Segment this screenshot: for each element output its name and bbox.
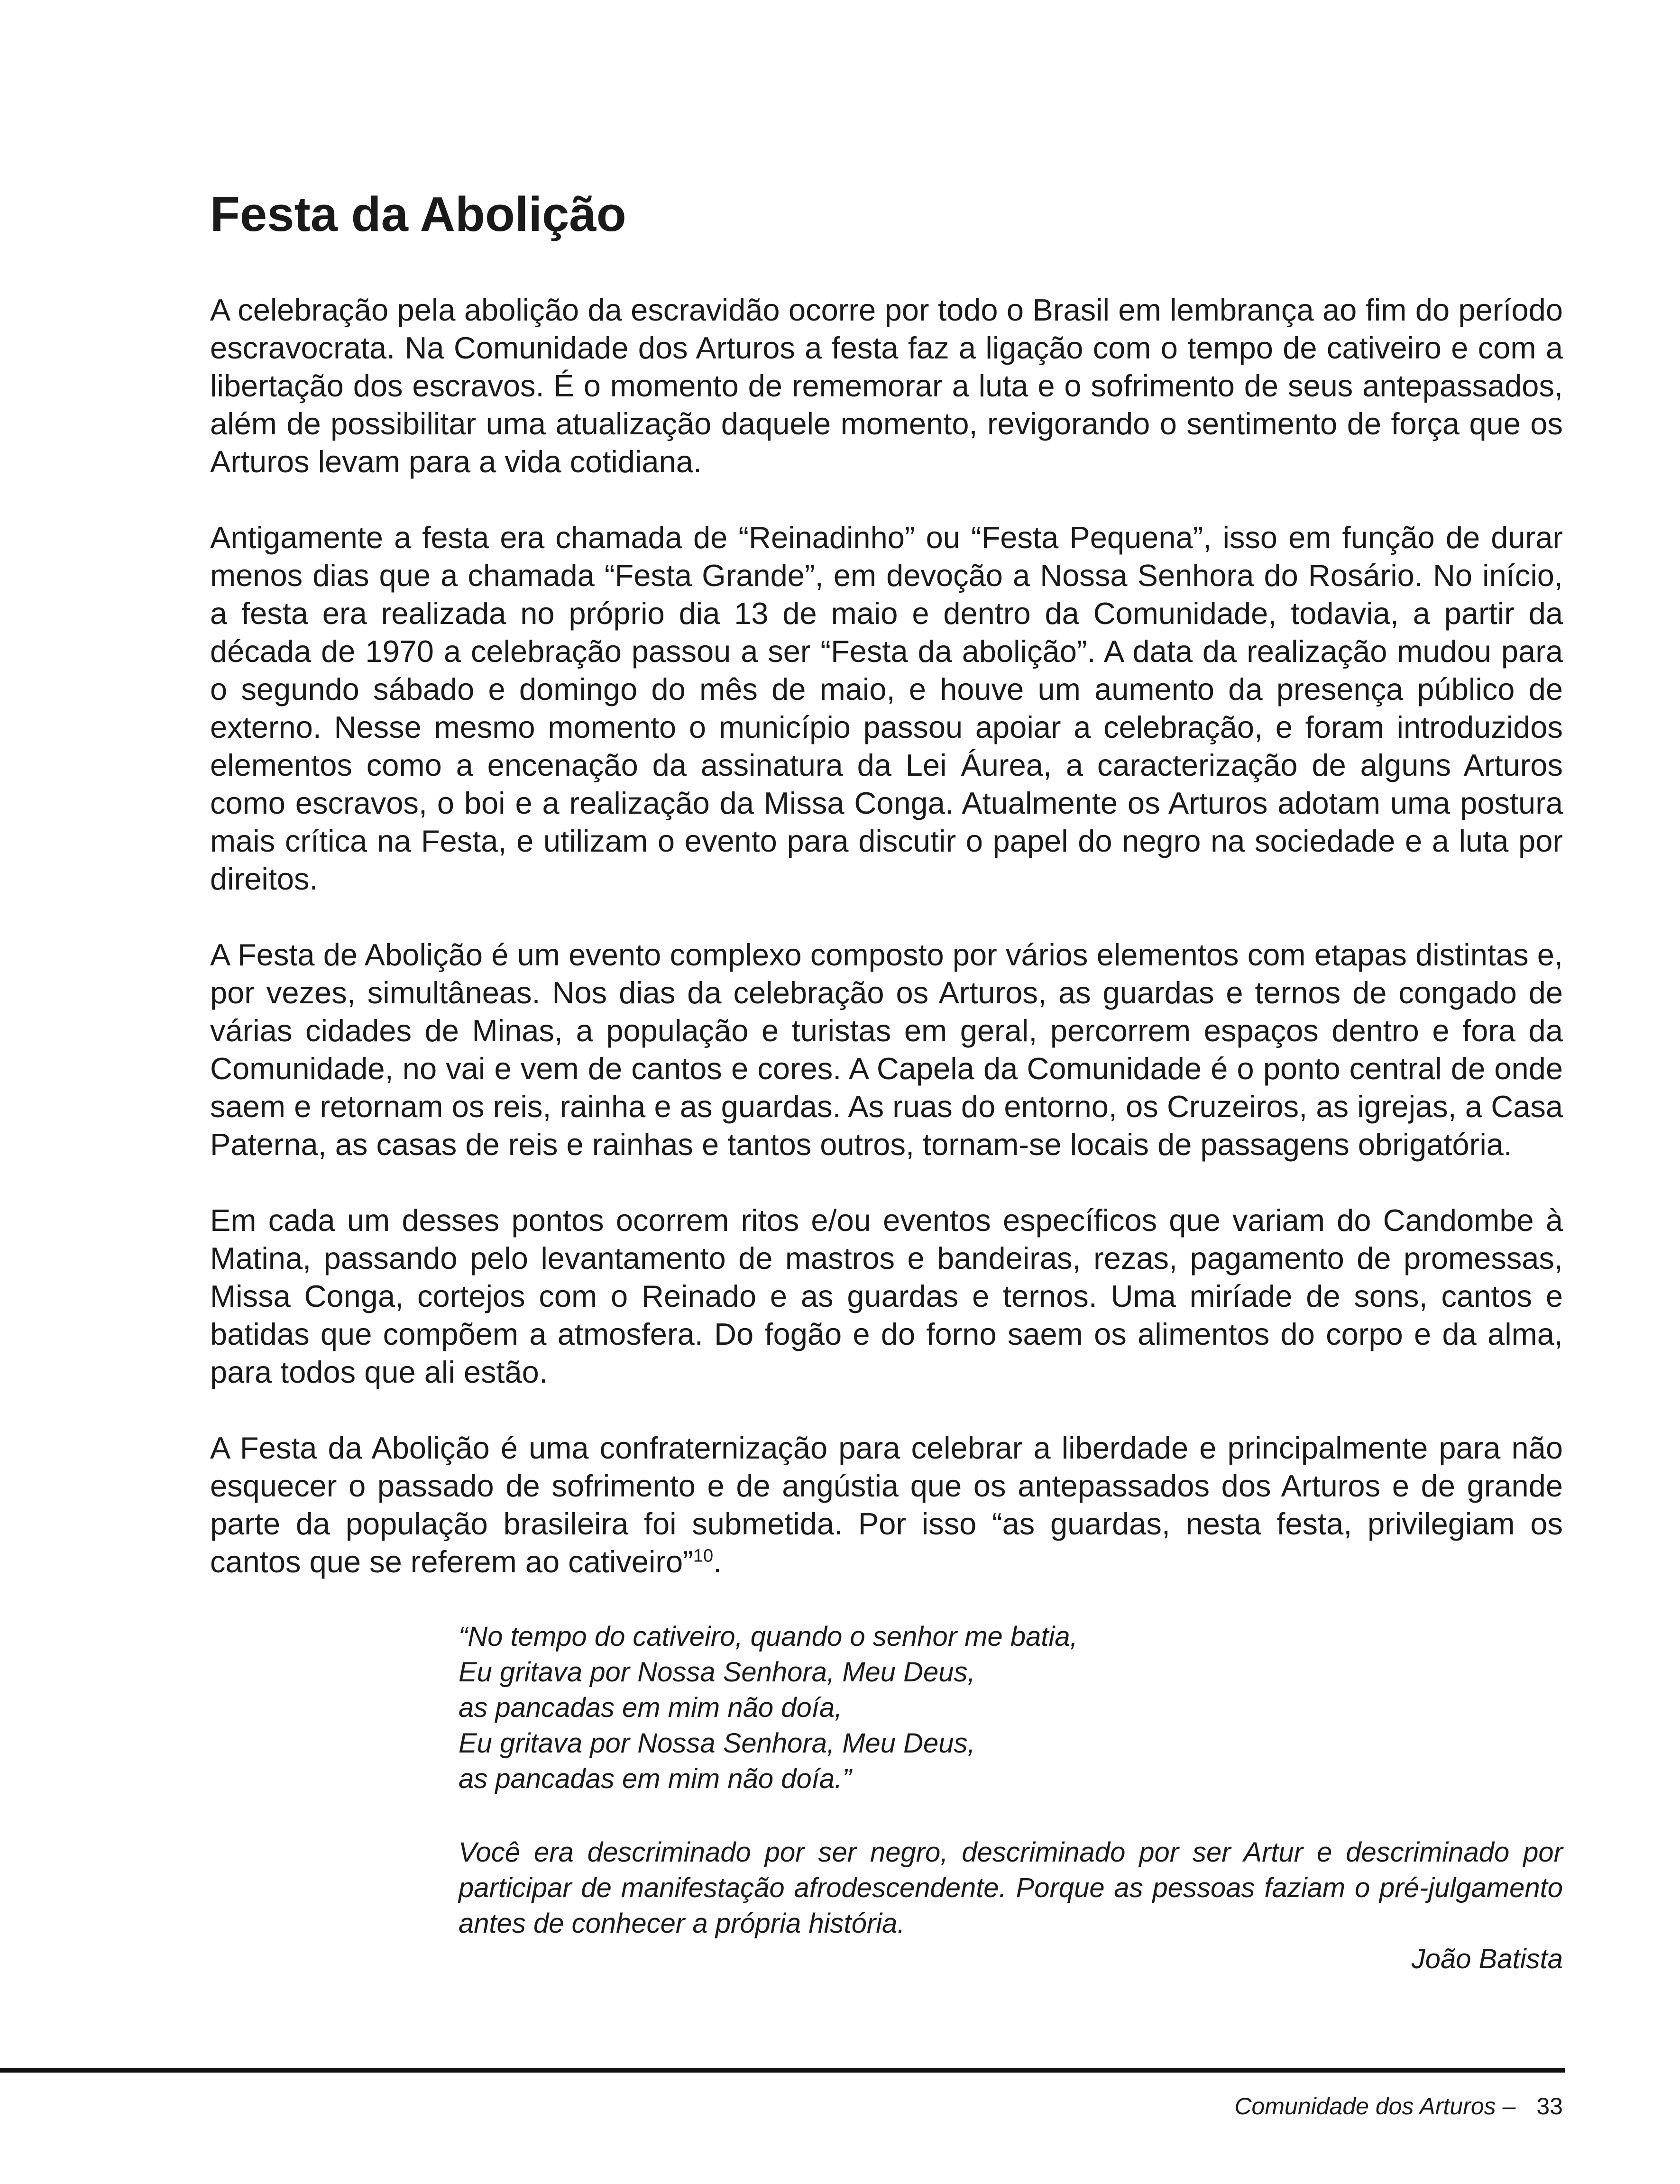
paragraph: Em cada um desses pontos ocorrem ritos e/ou eventos específicos que variam do Candombe à Matina, passando pelo levantamento de mastros e bandeiras, rezas, pagamento de promessas, Missa Conga, cortejos com o Reinado e as guardas e ternos. Uma miríade de sons, cantos e batidas que compõem a atmosfera. Do fogão e do forno saem os alimentos do corpo e da alma, para todos que ali estão.	[210, 1203, 1563, 1389]
paragraph: Antigamente a festa era chamada de “Reinadinho” ou “Festa Pequena”, isso em função de durar menos dias que a chamada “Festa Grande”, em devoção a Nossa Senhora do Rosário. No início, a festa era realizada no próprio dia 13 de maio e dentro da Comunidade, todavia, a partir da década de 1970 a celebração passou a ser “Festa da abolição”. A data da realização mudou para o segundo sábado e domingo do mês de maio, e houve um aumento da presença público de externo. Nesse mesmo momento o município passou apoiar a celebração, e foram introduzidos elementos como a encenação da assinatura da Lei Áurea, a caracterização de alguns Arturos como escravos, o boi e a realização da Missa Conga. Atualmente os Arturos adotam uma postura mais crítica na Festa, e utilizam o evento para discutir o papel do negro na sociedade e a luta por direitos.	[210, 520, 1563, 896]
main-content	[210, 184, 1563, 1977]
page-number: 33	[1536, 2093, 1563, 2120]
paragraph: A Festa de Abolição é um evento complexo composto por vários elementos com etapas distintas e, por vezes, simultâneas. Nos dias da celebração os Arturos, as guardas e ternos de congado de várias cidades de Minas, a população e turistas em geral, percorrem espaços dentro e fora da Comunidade, no vai e vem de cantos e cores. A Capela da Comunidade é o ponto central de onde saem e retornam os reis, rainha e as guardas. As ruas do entorno, os Cruzeiros, as igrejas, a Casa Paterna, as casas de reis e rainhas e tantos outros, tornam-se locais de passagens obrigatória.	[210, 937, 1563, 1162]
paragraph-end: .	[713, 1544, 722, 1579]
running-title: Comunidade dos Arturos –	[1234, 2093, 1516, 2120]
paragraph-with-footnote	[210, 1429, 1563, 1581]
quote-block	[459, 1619, 1563, 1977]
footer-rule	[0, 2068, 1565, 2073]
paragraph: A celebração pela abolição da escravidão ocorre por todo o Brasil em lembrança ao fim do período escravocrata. Na Comunidade dos Arturos a festa faz a ligação com o tempo de cativeiro e com a libertação dos escravos. É o momento de rememorar a luta e o sofrimento de seus antepassados, além de possibilitar uma atualização daquele momento, revigorando o sentimento de força que os Arturos levam para a vida cotidiana.	[210, 293, 1563, 479]
verse-line: as pancadas em mim não doía,	[459, 1692, 843, 1723]
song-verse	[459, 1619, 1563, 1797]
verse-line: Eu gritava por Nossa Senhora, Meu Deus,	[459, 1728, 975, 1759]
page-footer	[1234, 2091, 1563, 2121]
verse-line: Eu gritava por Nossa Senhora, Meu Deus,	[459, 1657, 975, 1688]
verse-line: “No tempo do cativeiro, quando o senhor me batia,	[459, 1621, 1078, 1652]
testimony-author: João Batista	[1411, 1944, 1563, 1974]
verse-line: as pancadas em mim não doía.”	[459, 1763, 852, 1794]
section-title: Festa da Abolição	[210, 187, 626, 241]
paragraph-text: A Festa da Abolição é uma confraternização para celebrar a liberdade e principalmente para não esquecer o passado de sofrimento e de angústia que os antepassados dos Arturos e de grande parte da população brasileira foi submetida. Por isso “as guardas, nesta festa, privilegiam os cantos que se referem ao cativeiro”	[210, 1431, 1563, 1579]
footnote-marker: 10	[693, 1546, 714, 1566]
testimony-quote: Você era descriminado por ser negro, descriminado por ser Artur e descriminado por participar de manifestação afrodescendente. Porque as pessoas faziam o pré-julgamento antes de conhecer a própria história.	[459, 1837, 1563, 1939]
